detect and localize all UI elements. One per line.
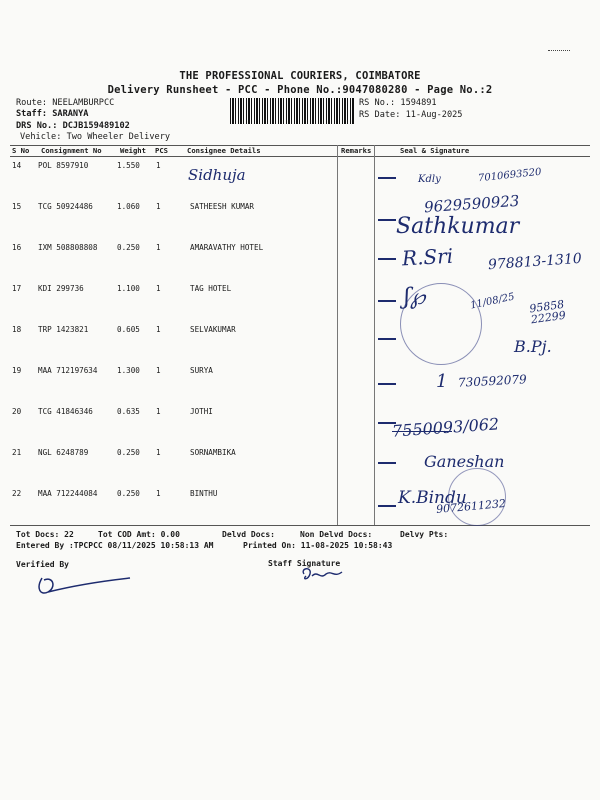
barcode bbox=[230, 98, 354, 124]
row-consignee: SURYA bbox=[190, 366, 213, 375]
row-pcs: 1 bbox=[156, 243, 161, 252]
row-consignment: TCG 41846346 bbox=[38, 407, 93, 416]
handwritten-signature: K.Bindu bbox=[398, 488, 467, 508]
row-weight: 0.250 bbox=[117, 448, 140, 457]
verified-by-label: Verified By bbox=[16, 560, 69, 569]
row-consignee: SORNAMBIKA bbox=[190, 448, 236, 457]
row-weight: 0.250 bbox=[117, 489, 140, 498]
col-seal-signature: Seal & Signature bbox=[400, 146, 470, 155]
row-sno: 17 bbox=[12, 284, 22, 293]
row-consignee: SATHEESH KUMAR bbox=[190, 202, 255, 211]
remark-dash bbox=[378, 383, 396, 385]
row-pcs: 1 bbox=[156, 489, 161, 498]
row-consignee: JOTHI bbox=[190, 407, 213, 416]
row-sno: 20 bbox=[12, 407, 22, 416]
row-pcs: 1 bbox=[156, 202, 161, 211]
handwritten-signature: Ganeshan bbox=[424, 452, 505, 471]
delvd-docs: Delvd Docs: bbox=[222, 530, 275, 539]
handwritten-signature: Sathkumar bbox=[396, 214, 520, 239]
remark-dash bbox=[378, 505, 396, 507]
handwritten-number: 7550093/062 bbox=[391, 414, 500, 441]
table-bottom-line bbox=[10, 525, 590, 526]
row-consignment: MAA 712197634 bbox=[38, 366, 98, 375]
row-consignment: TCG 50924486 bbox=[38, 202, 93, 211]
row-consignment: TRP 1423821 bbox=[38, 325, 89, 334]
row-consignee: SELVAKUMAR bbox=[190, 325, 236, 334]
entered-by: Entered By :TPCPCC 08/11/2025 10:58:13 AM bbox=[16, 541, 214, 550]
staff-label: Staff: SARANYA bbox=[16, 109, 89, 119]
table-header-line bbox=[10, 156, 590, 157]
strike-line bbox=[392, 431, 452, 432]
remark-dash bbox=[378, 462, 396, 464]
row-sno: 18 bbox=[12, 325, 22, 334]
row-sno: 16 bbox=[12, 243, 22, 252]
route-label: Route: NEELAMBURPCC bbox=[16, 98, 115, 108]
row-consignment: KDI 299736 bbox=[38, 284, 84, 293]
verified-signature bbox=[34, 568, 134, 598]
col-weight: Weight bbox=[120, 146, 146, 155]
runsheet-subtitle: Delivery Runsheet - PCC - Phone No.:9047080280 - Page No.:2 bbox=[107, 84, 493, 96]
row-consignee: AMARAVATHY HOTEL bbox=[190, 243, 264, 252]
col-sno: S No bbox=[12, 146, 30, 155]
delvy-pts: Delvy Pts: bbox=[400, 530, 449, 539]
row-weight: 0.635 bbox=[117, 407, 140, 416]
row-consignee: BINTHU bbox=[190, 489, 218, 498]
row-weight: 1.060 bbox=[117, 202, 140, 211]
row-pcs: 1 bbox=[156, 407, 161, 416]
handwritten-signature: ʃ℘ bbox=[404, 285, 426, 310]
handwritten-signature: 1 bbox=[436, 371, 448, 392]
remark-dash bbox=[378, 219, 396, 221]
staff-signature-label: Staff Signature bbox=[268, 559, 341, 568]
row-sno: 21 bbox=[12, 448, 22, 457]
handwritten-date: 11/08/25 bbox=[469, 291, 516, 312]
handwritten-consignee: Sidhuja bbox=[188, 166, 246, 184]
remark-dash bbox=[378, 177, 396, 179]
row-consignment: NGL 6248789 bbox=[38, 448, 89, 457]
handwritten-phone: 978813-1310 bbox=[487, 250, 583, 274]
tot-cod-amt: Tot COD Amt: 0.00 bbox=[98, 530, 180, 539]
handwritten-signature: B.Pj. bbox=[514, 337, 552, 356]
handwritten-signature: R.Sri bbox=[401, 243, 454, 271]
rs-no-label: RS No.: 1594891 bbox=[359, 98, 437, 108]
staff-signature bbox=[298, 562, 348, 586]
handwritten-number: 730592079 bbox=[457, 372, 528, 390]
handwritten-number: 95858 22299 bbox=[528, 297, 567, 327]
remarks-divider bbox=[337, 145, 338, 525]
handwritten-signature: Kdly bbox=[418, 174, 441, 185]
row-consignment: POL 8597910 bbox=[38, 161, 89, 170]
row-weight: 1.550 bbox=[117, 161, 140, 170]
row-sno: 15 bbox=[12, 202, 22, 211]
row-weight: 0.605 bbox=[117, 325, 140, 334]
scan-speck bbox=[548, 50, 570, 51]
row-weight: 1.300 bbox=[117, 366, 140, 375]
tot-docs: Tot Docs: 22 bbox=[16, 530, 74, 539]
row-sno: 14 bbox=[12, 161, 22, 170]
handwritten-phone: 9072611232 bbox=[435, 496, 507, 517]
company-title: THE PROFESSIONAL COURIERS, COIMBATORE bbox=[179, 70, 421, 82]
row-sno: 19 bbox=[12, 366, 22, 375]
rs-date-label: RS Date: 11-Aug-2025 bbox=[359, 110, 463, 120]
remark-dash bbox=[378, 258, 396, 260]
col-remarks: Remarks bbox=[341, 146, 372, 155]
handwritten-phone: 9629590923 bbox=[423, 191, 520, 217]
row-consignment: IXM 508808808 bbox=[38, 243, 98, 252]
seal-divider bbox=[374, 145, 375, 525]
remark-dash bbox=[378, 338, 396, 340]
col-pcs: PCS bbox=[155, 146, 168, 155]
row-consignee: TAG HOTEL bbox=[190, 284, 232, 293]
col-consignment: Consignment No bbox=[41, 146, 102, 155]
row-sno: 22 bbox=[12, 489, 22, 498]
row-weight: 0.250 bbox=[117, 243, 140, 252]
remark-dash bbox=[378, 300, 396, 302]
row-pcs: 1 bbox=[156, 366, 161, 375]
printed-on: Printed On: 11-08-2025 10:58:43 bbox=[243, 541, 393, 550]
row-pcs: 1 bbox=[156, 161, 161, 170]
drs-label: DRS No.: DCJB159489102 bbox=[16, 121, 130, 131]
non-delvd-docs: Non Delvd Docs: bbox=[300, 530, 373, 539]
row-weight: 1.100 bbox=[117, 284, 140, 293]
row-consignment: MAA 712244084 bbox=[38, 489, 98, 498]
vehicle-label: Vehicle: Two Wheeler Delivery bbox=[20, 132, 171, 142]
row-pcs: 1 bbox=[156, 284, 161, 293]
row-pcs: 1 bbox=[156, 448, 161, 457]
row-pcs: 1 bbox=[156, 325, 161, 334]
handwritten-phone: 7010693520 bbox=[477, 166, 543, 185]
col-consignee: Consignee Details bbox=[187, 146, 261, 155]
